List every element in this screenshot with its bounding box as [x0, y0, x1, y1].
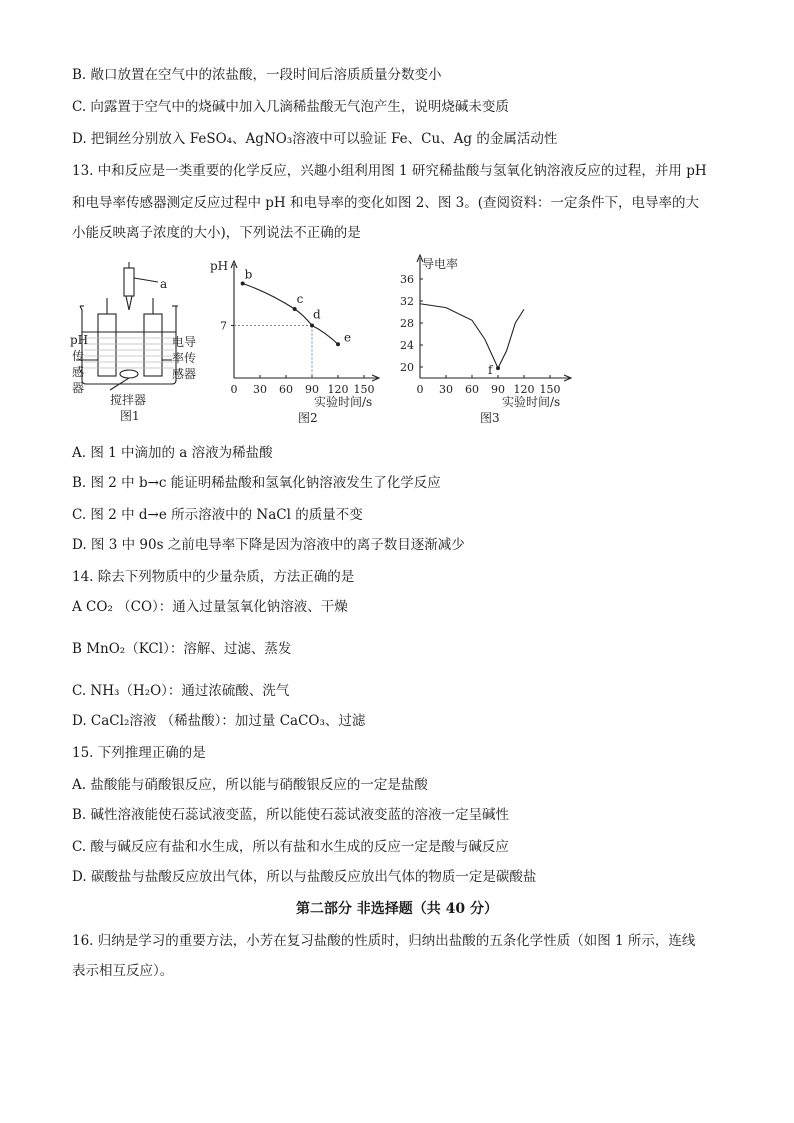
fig2-point-e: [336, 342, 340, 346]
fig2-xlabel: 实验时间/s: [314, 395, 373, 409]
question-13-line-2: 和电导率传感器测定反应过程中 pH 和电导率的变化如图 2、图 3。(查阅资料：一定条件下，电导率的大: [72, 195, 700, 211]
fig3-xtick-label: 150: [539, 383, 561, 396]
fig2-xtick-label: 30: [253, 383, 267, 396]
fig3-xtick-label: 30: [439, 383, 453, 396]
q13-option-d: D. 图 3 中 90s 之前电导率下降是因为溶液中的离子数目逐渐减少: [72, 537, 465, 553]
q15-option-d: D. 碳酸盐与盐酸反应放出气体，所以与盐酸反应放出气体的物质一定是碳酸盐: [72, 869, 537, 885]
ph-sensor-label-3: 感: [72, 365, 85, 379]
figure-1-caption: 图1: [120, 409, 140, 423]
fig3-ytick-label: 24: [400, 339, 414, 352]
cond-sensor-label-2: 率传: [172, 351, 197, 365]
dropper-label: a: [160, 277, 168, 291]
cond-sensor-label-1: 电导: [172, 335, 197, 349]
question-15: 15. 下列推理正确的是: [72, 745, 206, 761]
figure-3-conductivity-chart: [392, 248, 582, 438]
fig3-ytick-label: 28: [400, 317, 414, 330]
fig3-point-f: [496, 366, 500, 370]
fig2-xtick-label: 0: [230, 383, 238, 396]
question-16-line-1: 16. 归纳是学习的重要方法，小芳在复习盐酸的性质时，归纳出盐酸的五条化学性质（如图 1 所示，连线: [72, 933, 696, 949]
question-13-line-1: 13. 中和反应是一类重要的化学反应，兴趣小组利用图 1 研究稀盐酸与氢氧化钠溶液反应的过程，并用 pH: [72, 163, 707, 179]
question-16-line-2: 表示相互反应）。: [72, 963, 174, 979]
q15-option-c: C. 酸与碱反应有盐和水生成，所以有盐和水生成的反应一定是酸与碱反应: [72, 839, 509, 855]
stirrer-label: 搅拌器: [110, 393, 147, 407]
option-d: D. 把铜丝分别放入 FeSO₄、AgNO₃溶液中可以验证 Fe、Cu、Ag 的金属活动性: [72, 131, 558, 147]
q13-option-c: C. 图 2 中 d→e 所示溶液中的 NaCl 的质量不变: [72, 507, 363, 523]
q14-option-b: B MnO₂（KCl）：溶解、过滤、蒸发: [72, 641, 292, 657]
figure-2-caption: 图2: [298, 411, 318, 425]
ph-sensor-label-4: 器: [72, 381, 85, 395]
fig3-ytick-label: 36: [400, 273, 414, 286]
fig3-xlabel: 实验时间/s: [502, 395, 561, 409]
fig2-point-label-c: c: [296, 292, 304, 306]
figure-1-apparatus: [68, 248, 208, 438]
fig3-ylabel: 导电率: [422, 257, 459, 271]
figure-3-caption: 图3: [480, 411, 500, 425]
fig3-xtick-label: 90: [491, 383, 505, 396]
fig2-xtick-label: 120: [327, 383, 349, 396]
fig2-xtick-label: 90: [305, 383, 319, 396]
q14-option-c: C. NH₃（H₂O）：通过浓硫酸、洗气: [72, 683, 290, 699]
fig3-xtick-label: 60: [465, 383, 479, 396]
fig2-point-d: [310, 324, 314, 328]
fig3-ytick-label: 20: [400, 361, 414, 374]
fig3-point-label-f: f: [488, 363, 493, 378]
q14-option-a: A CO₂ （CO）：通入过量氢氧化钠溶液、干燥: [72, 599, 348, 615]
fig3-xtick-label: 0: [416, 383, 424, 396]
section-title: 第二部分 非选择题（共 40 分）: [295, 901, 499, 917]
q13-option-a: A. 图 1 中滴加的 a 溶液为稀盐酸: [72, 445, 273, 461]
option-b: B. 敞口放置在空气中的浓盐酸，一段时间后溶质质量分数变小: [72, 67, 442, 83]
fig3-conductivity-curve: [420, 304, 524, 368]
question-14: 14. 除去下列物质中的少量杂质，方法正确的是: [72, 569, 355, 585]
q14-option-d: D. CaCl₂溶液 （稀盐酸）：加过量 CaCO₃、过滤: [72, 713, 366, 729]
ph-sensor-label-2: 传: [72, 349, 85, 363]
question-13-figures: [0, 248, 794, 438]
question-13-line-3: 小能反映离子浓度的大小)，下列说法不正确的是: [72, 225, 361, 241]
fig2-point-label-b: b: [244, 267, 253, 282]
option-c: C. 向露置于空气中的烧碱中加入几滴稀盐酸无气泡产生，说明烧碱未变质: [72, 99, 509, 115]
fig2-point-b: [241, 282, 245, 286]
fig2-point-label-e: e: [344, 330, 352, 345]
ph-sensor-label-1: pH: [70, 333, 89, 347]
fig2-ylabel: pH: [210, 259, 229, 273]
fig3-xtick-label: 120: [513, 383, 535, 396]
cond-sensor-label-3: 感器: [172, 367, 197, 381]
q13-option-b: B. 图 2 中 b→c 能证明稀盐酸和氢氧化钠溶液发生了化学反应: [72, 475, 441, 491]
fig2-xtick-label: 150: [353, 383, 375, 396]
q15-option-b: B. 碱性溶液能使石蕊试液变蓝，所以能使石蕊试液变蓝的溶液一定呈碱性: [72, 807, 510, 823]
fig2-point-label-d: d: [313, 307, 321, 322]
fig2-point-c: [293, 307, 297, 311]
fig2-xtick-label: 60: [279, 383, 293, 396]
figure-2-ph-chart: [206, 248, 386, 438]
fig3-ytick-label: 32: [400, 295, 414, 308]
fig2-ytick-label-7: 7: [220, 319, 227, 333]
q15-option-a: A. 盐酸能与硝酸银反应，所以能与硝酸银反应的一定是盐酸: [72, 777, 428, 793]
fig2-ph-curve: [243, 284, 338, 345]
